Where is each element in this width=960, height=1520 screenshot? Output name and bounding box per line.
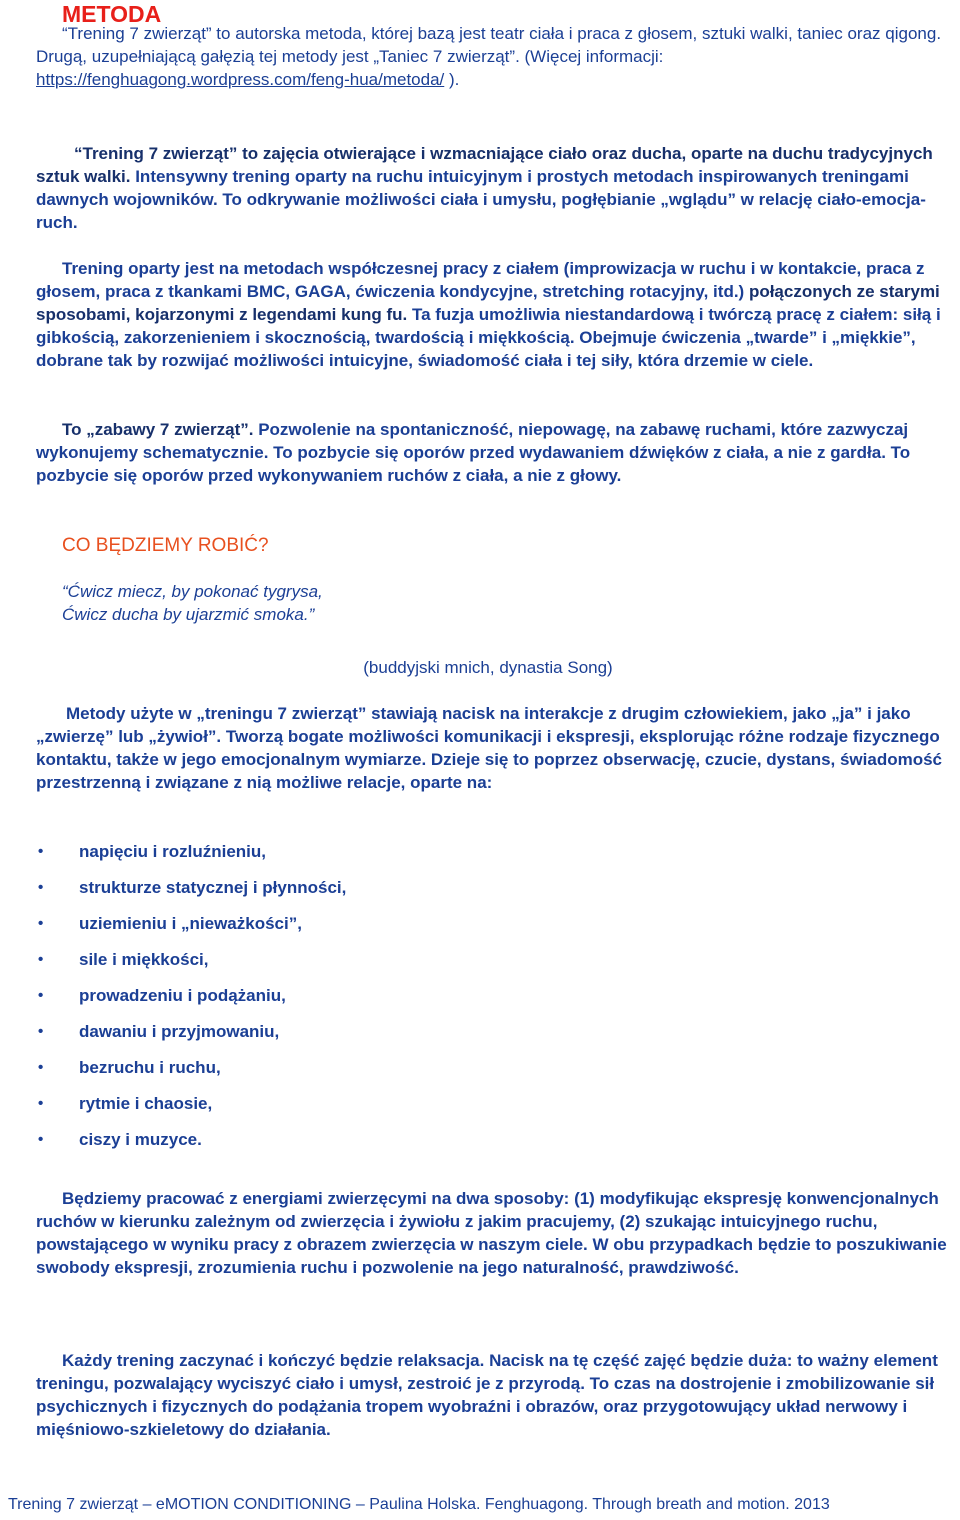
list-item-text: strukturze statycznej i płynności, (79, 878, 347, 897)
bullet-icon: • (38, 915, 44, 932)
bullet-list (36, 840, 346, 1164)
list-item-text: bezruchu i ruchu, (79, 1058, 221, 1077)
list-item-text: uziemieniu i „nieważkości”, (79, 914, 302, 933)
bullet-icon: • (38, 1023, 44, 1040)
list-item (36, 1128, 346, 1164)
bullet-icon: • (38, 1059, 44, 1076)
list-item-text: ciszy i muzyce. (79, 1130, 202, 1149)
paragraph-relaxation-text: Każdy trening zaczynać i kończyć będzie relaksacja. Nacisk na tę część zajęć będzie duża: to ważny element treningu, pozwalający wyciszyć ciało i umysł, zestroić je z przyrodą. To czas na dostrojenie i zmobilizowanie sił psychicznych i fizycznych do podążania tropem wyobraźni i obrazów, oraz przygotowujący układ nerwowy i mięśniowo-szkieletowy do działania. (36, 1351, 938, 1439)
list-item-text: prowadzeniu i podążaniu, (79, 986, 286, 1005)
list-item (36, 876, 346, 912)
list-item (36, 1092, 346, 1128)
intro-text-end: ). (444, 70, 460, 89)
paragraph-methods (36, 257, 960, 372)
section-heading: CO BĘDZIEMY ROBIĆ? (62, 535, 269, 556)
page-footer: Trening 7 zwierząt – eMOTION CONDITIONING – Paulina Holska. Fenghuagong. Through breath and motion. 2013 (8, 1496, 830, 1513)
paragraph-interaction-text: Metody użyte w „treningu 7 zwierząt” stawiają nacisk na interakcje z drugim człowiekiem, jako „ja” i jako „zwierzę” lub „żywioł”. Tworzą bogate możliwości komunikacji i ekspresji, eksplorując różne rodzaje fizycznego kontaktu, także w jego emocjonalnym wymiarze. Dzieje się to poprzez obserwację, czucie, dystans, świadomość przestrzenną i związane z nią możliwe relacje, oparte na: (36, 704, 943, 792)
metoda-link[interactable]: https://fenghuagong.wordpress.com/feng-hua/metoda/ (36, 70, 445, 89)
paragraph-games (36, 418, 960, 487)
list-item (36, 1056, 346, 1092)
quote-block (62, 580, 323, 626)
paragraph-relaxation (36, 1349, 960, 1441)
list-item (36, 912, 346, 948)
bullet-icon: • (38, 951, 44, 968)
paragraph-games-part2: Pozwolenie na spontaniczność, niepowagę, na zabawę ruchami, które zazwyczaj wykonujemy schematycznie. To pozbycie się oporów przed wydawaniem dźwięków z ciała, a nie z gardła. To pozbycie się oporów przed wykonywaniem ruchów z ciała, a nie z głowy. (36, 420, 911, 485)
paragraph-training-intro-part1: “Trening 7 zwierząt” to zajęcia otwierające i wzmacniające ciało oraz ducha, oparte na duchu tradycyjnych sztuk walki. (36, 144, 933, 186)
paragraph-energies (36, 1187, 960, 1279)
paragraph-interaction (36, 702, 960, 794)
list-item-text: napięciu i rozluźnieniu, (79, 842, 267, 861)
intro-text-start: “Trening 7 zwierząt” to autorska metoda, której bazą jest teatr ciała i praca z głosem, sztuki walki, taniec oraz qigong. Drugą, uzupełniającą gałęzią tej metody jest „Taniec 7 zwierząt”. (Więcej informacji: (36, 24, 942, 66)
paragraph-training-intro-part2: Intensywny trening oparty na ruchu intuicyjnym i prostych metodach inspirowanych treningami dawnych wojowników. To odkrywanie możliwości ciała i umysłu, pogłębianie „wglądu” w relację ciało-emocja-ruch. (36, 167, 926, 232)
list-item-text: sile i miękkości, (79, 950, 209, 969)
paragraph-methods-part3: Ta fuzja umożliwia niestandardową i twórczą pracę z ciałem: siłą i gibkością, zakorzenieniem i skocznością, twardością i miękkością. Obejmuje ćwiczenia „twarde” i „miękkie”, dobrane tak by rozwijać możliwości intuicyjne, świadomość ciała i tej siły, która drzemie w ciele. (36, 305, 941, 370)
list-item-text: rytmie i chaosie, (79, 1094, 213, 1113)
paragraph-games-part1: To „zabawy 7 zwierząt”. (62, 420, 254, 439)
list-item-text: dawaniu i przyjmowaniu, (79, 1022, 280, 1041)
bullet-icon: • (38, 843, 44, 860)
page-title: METODA (62, 1, 162, 27)
bullet-icon: • (38, 879, 44, 896)
quote-line-1: “Ćwicz miecz, by pokonać tygrysa, (62, 582, 323, 601)
list-item (36, 840, 346, 876)
bullet-icon: • (38, 1131, 44, 1148)
paragraph-methods-part2: połączonych ze starymi sposobami, kojarzonymi z legendami kung fu. (36, 282, 940, 324)
bullet-icon: • (38, 1095, 44, 1112)
paragraph-training-intro (36, 142, 960, 234)
quote-line-2: Ćwicz ducha by ujarzmić smoka.” (62, 605, 315, 624)
list-item (36, 948, 346, 984)
list-item (36, 1020, 346, 1056)
quote-attribution: (buddyjski mnich, dynastia Song) (363, 658, 613, 677)
bullet-icon: • (38, 987, 44, 1004)
paragraph-energies-text: Będziemy pracować z energiami zwierzęcymi na dwa sposoby: (1) modyfikując ekspresję konwencjonalnych ruchów w kierunku zależnym od zwierzęcia i żywiołu z jakim pracujemy, (2) szukając intuicyjnego ruchu, powstającego w wyniku pracy z obrazem zwierzęcia w naszym ciele. W obu przypadkach będzie to poszukiwanie swobody ekspresji, zrozumienia ruchu i pozwolenie na jego naturalność, prawdziwość. (36, 1189, 947, 1277)
intro-paragraph (36, 22, 960, 91)
list-item (36, 984, 346, 1020)
paragraph-methods-part1: Trening oparty jest na metodach współczesnej pracy z ciałem (improwizacja w ruchu i w kontakcie, praca z głosem, praca z tkankami BMC, GAGA, ćwiczenia kondycyjne, stretching rotacyjny, itd.) (36, 259, 925, 301)
